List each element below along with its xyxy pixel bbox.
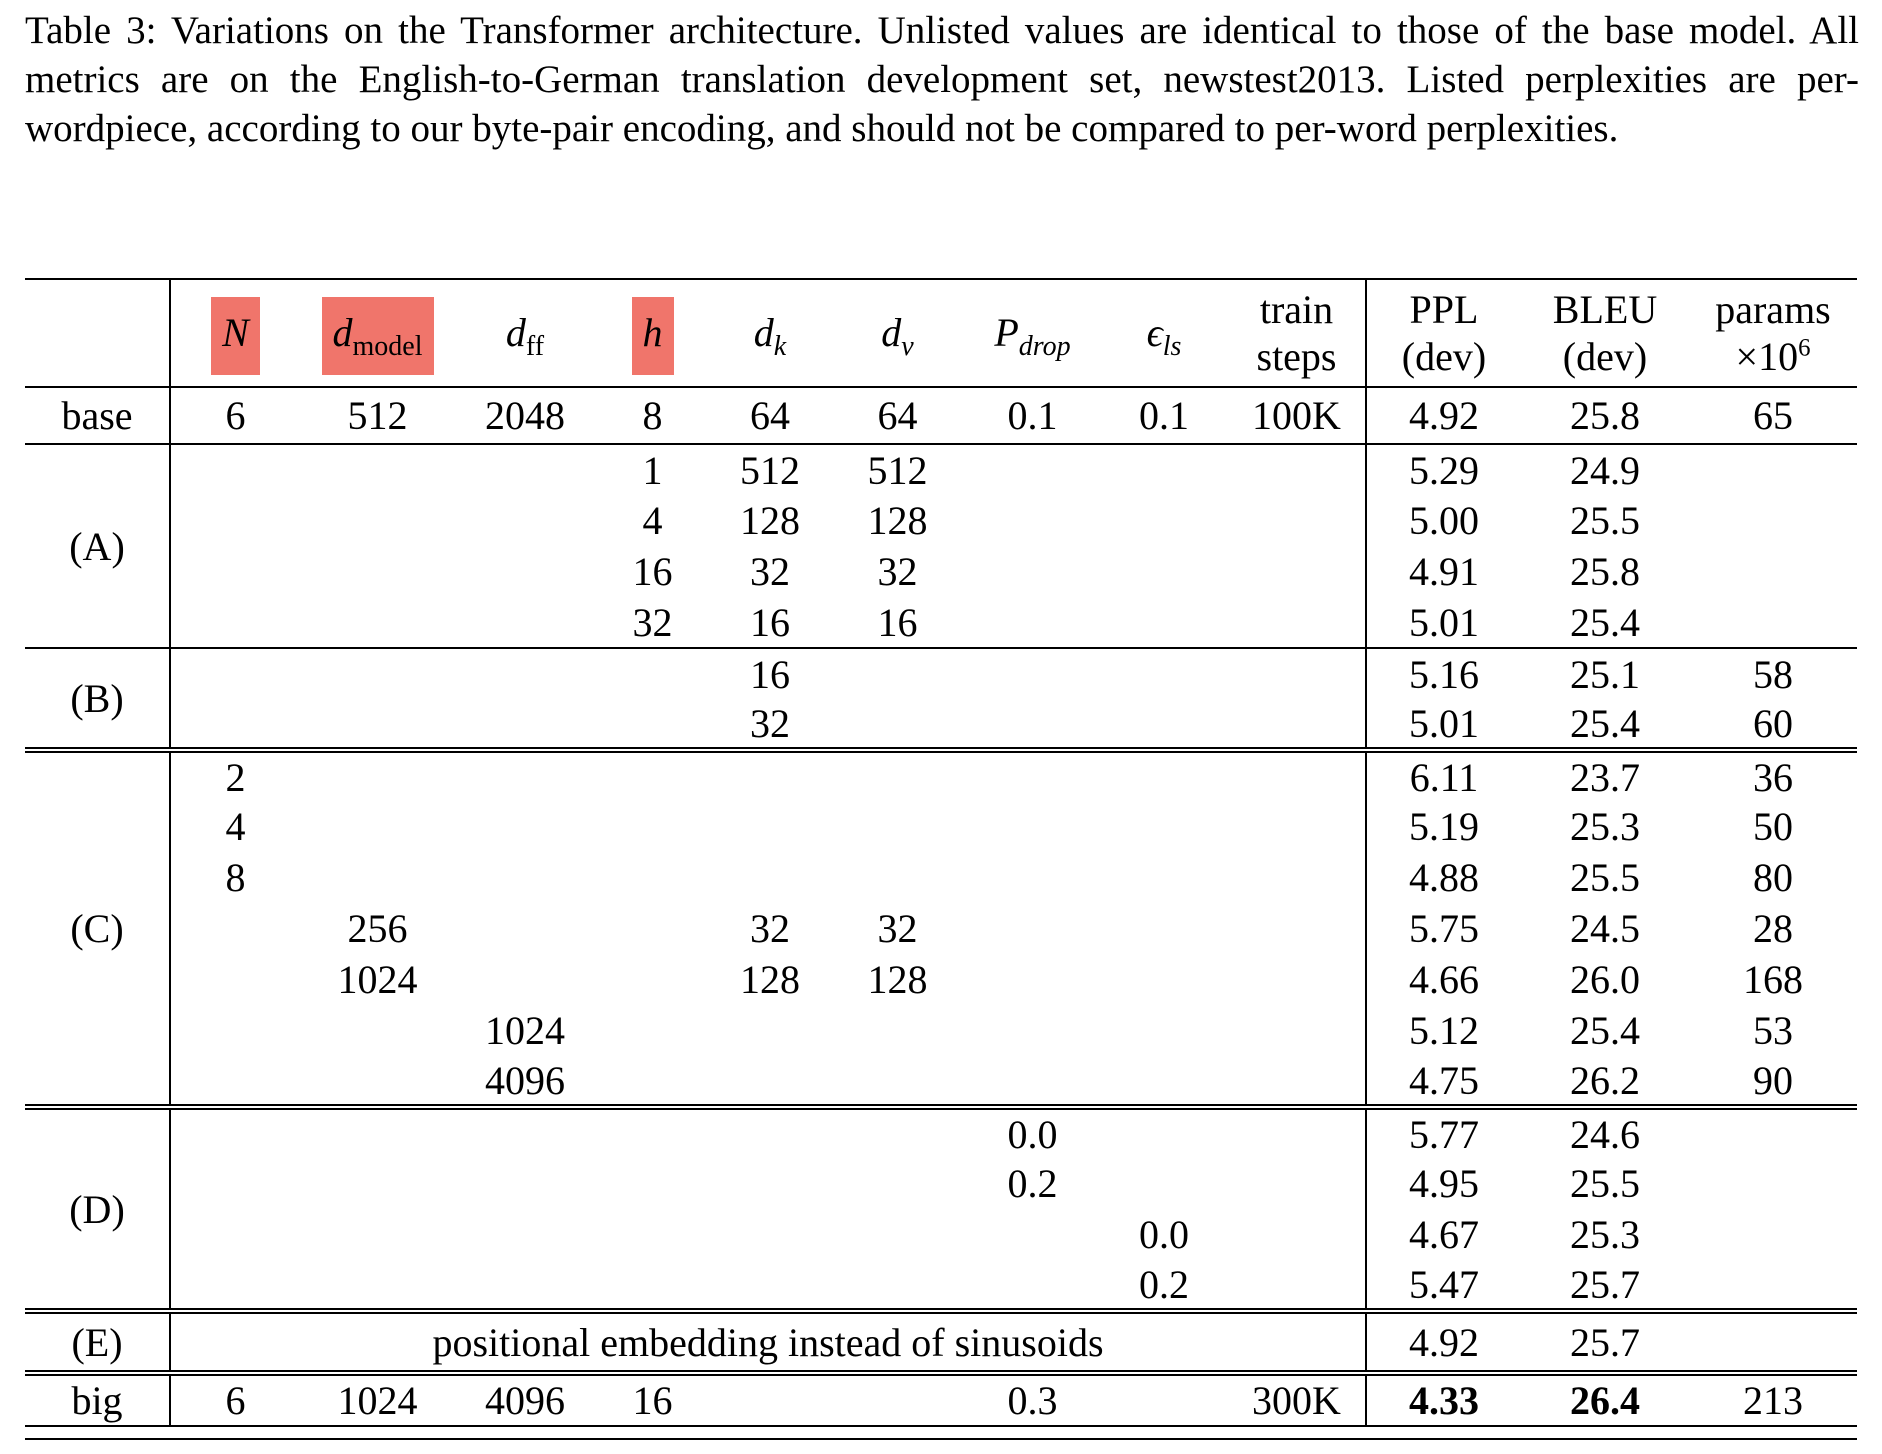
cell-ppl-dev: 4.88 <box>1366 852 1521 903</box>
cell-d-v <box>830 1158 965 1209</box>
table-row <box>25 1005 1857 1056</box>
cell-params: 28 <box>1753 906 1793 951</box>
cell-bleu-dev: 25.5 <box>1570 855 1640 900</box>
cell-h <box>595 1056 710 1107</box>
table-row <box>25 387 1857 444</box>
cell-d-model <box>300 750 455 801</box>
cell-epsilon-ls <box>1100 750 1228 801</box>
cell-ppl-dev: 4.92 <box>1366 387 1521 444</box>
cell-ppl-dev: 4.67 <box>1366 1209 1521 1260</box>
cell-params <box>1689 444 1857 495</box>
table-caption: Table 3: Variations on the Transformer architecture. Unlisted values are identical to those of the base model. All metrics are on the English-to-German translation development set, newstest2013. Listed perplexities are per-wordpiece, according to our byte-pair encoding, and should not be compared to per-word perplexities. <box>25 9 1859 151</box>
cell-h <box>595 699 710 750</box>
cell-N <box>170 546 300 597</box>
cell-P-drop <box>965 801 1100 852</box>
math-label-epsilon-ls: $\epsilon_{ls}$ <box>1146 310 1182 363</box>
cell-N <box>170 1158 300 1209</box>
cell-d-k <box>710 1260 830 1311</box>
row-label-base: base <box>25 387 170 444</box>
cell-h <box>595 648 710 699</box>
cell-N <box>170 648 300 699</box>
cell-h <box>595 1209 710 1260</box>
cell-h: 1 <box>595 444 710 495</box>
cell-d-v <box>830 699 965 750</box>
cell-bleu-dev: 25.7 <box>1521 1311 1689 1373</box>
cell-ppl-dev: 4.66 <box>1366 954 1521 1005</box>
table-row <box>25 597 1857 648</box>
cell-epsilon-ls: 0.2 <box>1139 1261 1189 1307</box>
cell-P-drop <box>965 495 1100 546</box>
cell-epsilon-ls <box>1100 1005 1228 1056</box>
cell-epsilon-ls <box>1100 1158 1228 1209</box>
cell-d-ff <box>455 1260 595 1311</box>
cell-N <box>170 903 300 954</box>
row-label-e: (E) <box>25 1311 170 1373</box>
cell-d-k <box>710 1056 830 1107</box>
cell-h <box>595 750 710 801</box>
cell-d-model <box>300 801 455 852</box>
cell-d-ff <box>455 852 595 903</box>
col-header-P-drop <box>965 279 1100 387</box>
span-note-positional-embedding: positional embedding instead of sinusoids <box>170 1311 1366 1373</box>
cell-params: 90 <box>1753 1057 1793 1103</box>
cell-d-ff <box>455 648 595 699</box>
cell-d-ff <box>455 801 595 852</box>
cell-N: 4 <box>225 804 246 849</box>
cell-d-v <box>830 1209 965 1260</box>
cell-d-model <box>300 444 455 495</box>
row-label-b: (B) <box>25 648 170 750</box>
cell-P-drop <box>965 1005 1100 1056</box>
cell-bleu-dev: 25.5 <box>1570 1161 1640 1206</box>
cell-N <box>170 954 300 1005</box>
cell-bleu-dev: 24.6 <box>1521 1107 1689 1158</box>
table-row <box>25 801 1857 852</box>
cell-epsilon-ls <box>1100 954 1228 1005</box>
table-row <box>25 648 1857 699</box>
cell-params <box>1689 1107 1857 1158</box>
cell-ppl-dev: 4.33 <box>1366 1373 1521 1426</box>
cell-bleu-dev: 25.7 <box>1570 1261 1640 1307</box>
cell-d-ff <box>455 1209 595 1260</box>
cell-h <box>595 954 710 1005</box>
cell-train-steps <box>1228 903 1366 954</box>
cell-train-steps <box>1228 495 1366 546</box>
cell-d-ff <box>455 954 595 1005</box>
cell-epsilon-ls <box>1100 648 1228 699</box>
cell-h: 8 <box>595 387 710 444</box>
table-row <box>25 546 1857 597</box>
cell-d-k <box>710 1158 830 1209</box>
cell-d-ff: 4096 <box>455 1373 595 1426</box>
cell-N <box>170 1107 300 1158</box>
cell-d-ff <box>455 495 595 546</box>
cell-bleu-dev: 24.5 <box>1570 906 1640 951</box>
cell-N <box>170 1209 300 1260</box>
cell-d-model <box>300 546 455 597</box>
cell-d-k: 512 <box>710 444 830 495</box>
table-row <box>25 1107 1857 1158</box>
table-row <box>25 1158 1857 1209</box>
cell-d-k: 32 <box>750 906 790 951</box>
cell-P-drop <box>965 546 1100 597</box>
cell-epsilon-ls <box>1100 903 1228 954</box>
cell-train-steps <box>1228 1158 1366 1209</box>
cell-epsilon-ls <box>1100 1373 1228 1426</box>
cell-bleu-dev: 25.3 <box>1570 1212 1640 1257</box>
row-label-a: (A) <box>25 444 170 648</box>
cell-d-model <box>300 852 455 903</box>
col-header-ppl-dev: PPL (dev) <box>1366 279 1521 387</box>
cell-P-drop <box>965 597 1100 648</box>
cell-h <box>595 801 710 852</box>
cell-train-steps <box>1228 1260 1366 1311</box>
cell-P-drop <box>965 1056 1100 1107</box>
cell-d-v <box>830 1107 965 1158</box>
cell-train-steps <box>1228 852 1366 903</box>
math-label-d-ff: $d_{ff}$ <box>505 310 545 363</box>
cell-P-drop <box>965 903 1100 954</box>
cell-train-steps <box>1228 801 1366 852</box>
cell-bleu-dev: 25.4 <box>1570 599 1640 645</box>
cell-bleu-dev: 26.4 <box>1521 1373 1689 1426</box>
cell-d-v <box>830 852 965 903</box>
cell-train-steps <box>1228 444 1366 495</box>
cell-d-k <box>710 1209 830 1260</box>
cell-d-v <box>830 1373 965 1426</box>
cell-N: 2 <box>170 750 300 801</box>
cell-params: 213 <box>1689 1373 1857 1426</box>
cell-params <box>1689 1311 1857 1373</box>
cell-d-ff: 4096 <box>485 1057 565 1103</box>
table-row <box>25 444 1857 495</box>
cell-params: 80 <box>1753 855 1793 900</box>
cell-epsilon-ls <box>1100 495 1228 546</box>
cell-d-model <box>300 495 455 546</box>
cell-params: 60 <box>1753 700 1793 746</box>
cell-params: 168 <box>1743 957 1803 1002</box>
cell-ppl-dev: 5.77 <box>1366 1107 1521 1158</box>
cell-h <box>595 1107 710 1158</box>
cell-N: 6 <box>170 1373 300 1426</box>
cell-d-model <box>300 1209 455 1260</box>
cell-d-k: 16 <box>750 599 790 645</box>
cell-train-steps <box>1228 546 1366 597</box>
cell-d-ff <box>455 1158 595 1209</box>
cell-d-ff <box>455 699 595 750</box>
highlight-box-d-model: $d_{model}$ <box>322 297 434 374</box>
cell-N: 6 <box>170 387 300 444</box>
cell-h: 16 <box>632 549 673 594</box>
cell-h <box>595 852 710 903</box>
cell-d-v: 16 <box>877 599 918 645</box>
cell-bleu-dev: 25.4 <box>1570 700 1640 746</box>
cell-params: 36 <box>1689 750 1857 801</box>
cell-h <box>595 1005 710 1056</box>
cell-N <box>170 699 300 750</box>
cell-ppl-dev: 4.95 <box>1366 1158 1521 1209</box>
cell-bleu-dev: 23.7 <box>1521 750 1689 801</box>
cell-h: 16 <box>595 1373 710 1426</box>
cell-d-k <box>710 801 830 852</box>
cell-d-ff: 2048 <box>455 387 595 444</box>
cell-train-steps <box>1228 750 1366 801</box>
table-row <box>25 495 1857 546</box>
cell-d-model <box>300 648 455 699</box>
cell-d-model: 256 <box>347 906 408 951</box>
cell-N <box>170 597 300 648</box>
col-header-d-model <box>300 279 455 387</box>
cell-epsilon-ls <box>1100 444 1228 495</box>
cell-bleu-dev: 25.1 <box>1521 648 1689 699</box>
row-label-c: (C) <box>25 750 170 1107</box>
cell-h <box>595 903 710 954</box>
highlight-box-N: N <box>211 297 260 374</box>
cell-params: 50 <box>1753 804 1793 849</box>
table-row <box>25 1373 1857 1426</box>
cell-ppl-dev: 5.47 <box>1366 1260 1521 1311</box>
cell-params: 65 <box>1689 387 1857 444</box>
cell-N <box>170 1056 300 1107</box>
cell-bleu-dev: 25.8 <box>1570 549 1640 594</box>
cell-P-drop: 0.1 <box>965 387 1100 444</box>
cell-epsilon-ls <box>1100 699 1228 750</box>
cell-d-ff <box>455 903 595 954</box>
cell-bleu-dev: 26.0 <box>1570 957 1640 1002</box>
cell-bleu-dev: 25.8 <box>1521 387 1689 444</box>
cell-ppl-dev: 4.75 <box>1366 1056 1521 1107</box>
row-label-big: big <box>25 1373 170 1426</box>
cell-ppl-dev: 5.00 <box>1366 495 1521 546</box>
cell-d-model: 512 <box>300 387 455 444</box>
cell-params <box>1689 1158 1857 1209</box>
col-header-bleu-dev: BLEU (dev) <box>1521 279 1689 387</box>
cell-d-k: 128 <box>740 498 800 543</box>
cell-ppl-dev: 5.01 <box>1366 597 1521 648</box>
cell-train-steps <box>1228 1209 1366 1260</box>
col-header-epsilon-ls <box>1100 279 1228 387</box>
cell-d-model <box>300 1260 455 1311</box>
cell-epsilon-ls <box>1100 597 1228 648</box>
highlight-box-h: h <box>632 297 674 374</box>
table-row <box>25 1056 1857 1107</box>
cell-P-drop <box>965 1209 1100 1260</box>
cell-P-drop: 0.0 <box>965 1107 1100 1158</box>
cell-d-model <box>300 699 455 750</box>
cell-train-steps: 300K <box>1228 1373 1366 1426</box>
cell-epsilon-ls <box>1100 852 1228 903</box>
cell-N <box>170 1005 300 1056</box>
cell-N: 8 <box>225 855 246 900</box>
cell-ppl-dev: 5.19 <box>1366 801 1521 852</box>
cell-ppl-dev: 6.11 <box>1366 750 1521 801</box>
cell-d-v <box>830 1260 965 1311</box>
cell-ppl-dev: 4.92 <box>1366 1311 1521 1373</box>
cell-ppl-dev: 5.12 <box>1366 1005 1521 1056</box>
cell-train-steps <box>1228 1005 1366 1056</box>
cell-bleu-dev: 25.3 <box>1570 804 1640 849</box>
table-row <box>25 903 1857 954</box>
cell-d-ff <box>455 444 595 495</box>
table-row <box>25 1311 1857 1373</box>
cell-epsilon-ls <box>1100 1056 1228 1107</box>
cell-epsilon-ls <box>1100 546 1228 597</box>
cell-params <box>1689 1260 1857 1311</box>
cell-d-v <box>830 750 965 801</box>
cell-train-steps <box>1228 954 1366 1005</box>
col-header-h <box>595 279 710 387</box>
cell-d-k <box>710 1373 830 1426</box>
cell-epsilon-ls: 0.1 <box>1100 387 1228 444</box>
cell-P-drop <box>965 699 1100 750</box>
cell-d-v <box>830 1005 965 1056</box>
cell-bleu-dev: 26.2 <box>1570 1057 1640 1103</box>
cell-d-v <box>830 801 965 852</box>
cell-epsilon-ls <box>1100 1107 1228 1158</box>
cell-d-model <box>300 1158 455 1209</box>
table-row <box>25 954 1857 1005</box>
cell-d-ff <box>455 1107 595 1158</box>
cell-d-k <box>710 1005 830 1056</box>
cell-P-drop: 0.2 <box>1007 1161 1058 1206</box>
cell-ppl-dev: 5.16 <box>1366 648 1521 699</box>
cell-d-ff <box>455 546 595 597</box>
cell-bleu-dev: 24.9 <box>1521 444 1689 495</box>
cell-d-v <box>830 1056 965 1107</box>
cell-d-k: 128 <box>740 957 800 1002</box>
cell-d-model <box>300 1107 455 1158</box>
cell-P-drop <box>965 444 1100 495</box>
cell-h: 32 <box>632 599 673 645</box>
cell-h <box>595 1260 710 1311</box>
cell-params <box>1689 1209 1857 1260</box>
col-header-d-v <box>830 279 965 387</box>
cell-epsilon-ls: 0.0 <box>1139 1212 1189 1257</box>
cell-d-k: 32 <box>750 549 790 594</box>
col-header-params: params $\times 10^6$ <box>1689 279 1857 387</box>
cell-bleu-dev: 25.4 <box>1570 1008 1640 1053</box>
cell-d-k: 16 <box>710 648 830 699</box>
cell-d-ff <box>455 597 595 648</box>
cell-d-v <box>830 648 965 699</box>
cell-train-steps <box>1228 1056 1366 1107</box>
cell-d-ff <box>455 750 595 801</box>
cell-d-k <box>710 852 830 903</box>
cell-epsilon-ls <box>1100 801 1228 852</box>
cell-train-steps <box>1228 648 1366 699</box>
cell-h: 4 <box>642 498 663 543</box>
col-header-d-k <box>710 279 830 387</box>
table-row <box>25 1209 1857 1260</box>
table-row <box>25 699 1857 750</box>
cell-d-model <box>300 1005 455 1056</box>
cell-d-model: 1024 <box>337 957 418 1002</box>
col-header-d-ff <box>455 279 595 387</box>
table-row <box>25 852 1857 903</box>
cell-d-v: 32 <box>877 549 918 594</box>
cell-d-v: 512 <box>830 444 965 495</box>
table-body <box>25 387 1857 1426</box>
cell-P-drop <box>965 648 1100 699</box>
table-row <box>25 1260 1857 1311</box>
cell-bleu-dev: 25.5 <box>1570 498 1640 543</box>
cell-P-drop <box>965 1260 1100 1311</box>
cell-params <box>1689 597 1857 648</box>
cell-P-drop <box>965 852 1100 903</box>
cell-d-v: 64 <box>830 387 965 444</box>
col-header-row-label <box>25 279 170 387</box>
cell-d-ff: 1024 <box>485 1008 565 1053</box>
cell-d-model <box>300 1056 455 1107</box>
cell-params <box>1689 495 1857 546</box>
cell-d-model <box>300 597 455 648</box>
cell-d-k: 32 <box>750 700 790 746</box>
cell-params <box>1689 546 1857 597</box>
math-label-d-k: $d_k$ <box>753 310 787 363</box>
math-label-P-drop: $P_{drop}$ <box>994 310 1071 363</box>
cell-N <box>170 444 300 495</box>
cell-ppl-dev: 5.29 <box>1366 444 1521 495</box>
cell-params: 58 <box>1689 648 1857 699</box>
cell-d-v: 128 <box>867 957 928 1002</box>
cell-d-k <box>710 750 830 801</box>
table-header-row <box>25 279 1857 387</box>
cell-train-steps <box>1228 597 1366 648</box>
cell-P-drop <box>965 750 1100 801</box>
cell-train-steps: 100K <box>1228 387 1366 444</box>
cell-d-v: 128 <box>867 498 928 543</box>
math-label-d-v: $d_v$ <box>881 310 914 363</box>
table-wrapper <box>25 278 1857 1440</box>
cell-h <box>595 1158 710 1209</box>
cell-N <box>170 495 300 546</box>
results-table <box>25 278 1857 1427</box>
cell-d-v: 32 <box>877 906 918 951</box>
cell-P-drop <box>965 954 1100 1005</box>
cell-d-k: 64 <box>710 387 830 444</box>
cell-train-steps <box>1228 1107 1366 1158</box>
cell-ppl-dev: 5.75 <box>1366 903 1521 954</box>
cell-ppl-dev: 5.01 <box>1366 699 1521 750</box>
cell-train-steps <box>1228 699 1366 750</box>
cell-P-drop: 0.3 <box>965 1373 1100 1426</box>
cell-params: 53 <box>1753 1008 1793 1053</box>
cell-d-k <box>710 1107 830 1158</box>
cell-ppl-dev: 4.91 <box>1366 546 1521 597</box>
col-header-train-steps: train steps <box>1228 279 1366 387</box>
cell-d-model: 1024 <box>300 1373 455 1426</box>
row-label-d: (D) <box>25 1107 170 1311</box>
col-header-N <box>170 279 300 387</box>
cell-N <box>170 1260 300 1311</box>
table-row <box>25 750 1857 801</box>
